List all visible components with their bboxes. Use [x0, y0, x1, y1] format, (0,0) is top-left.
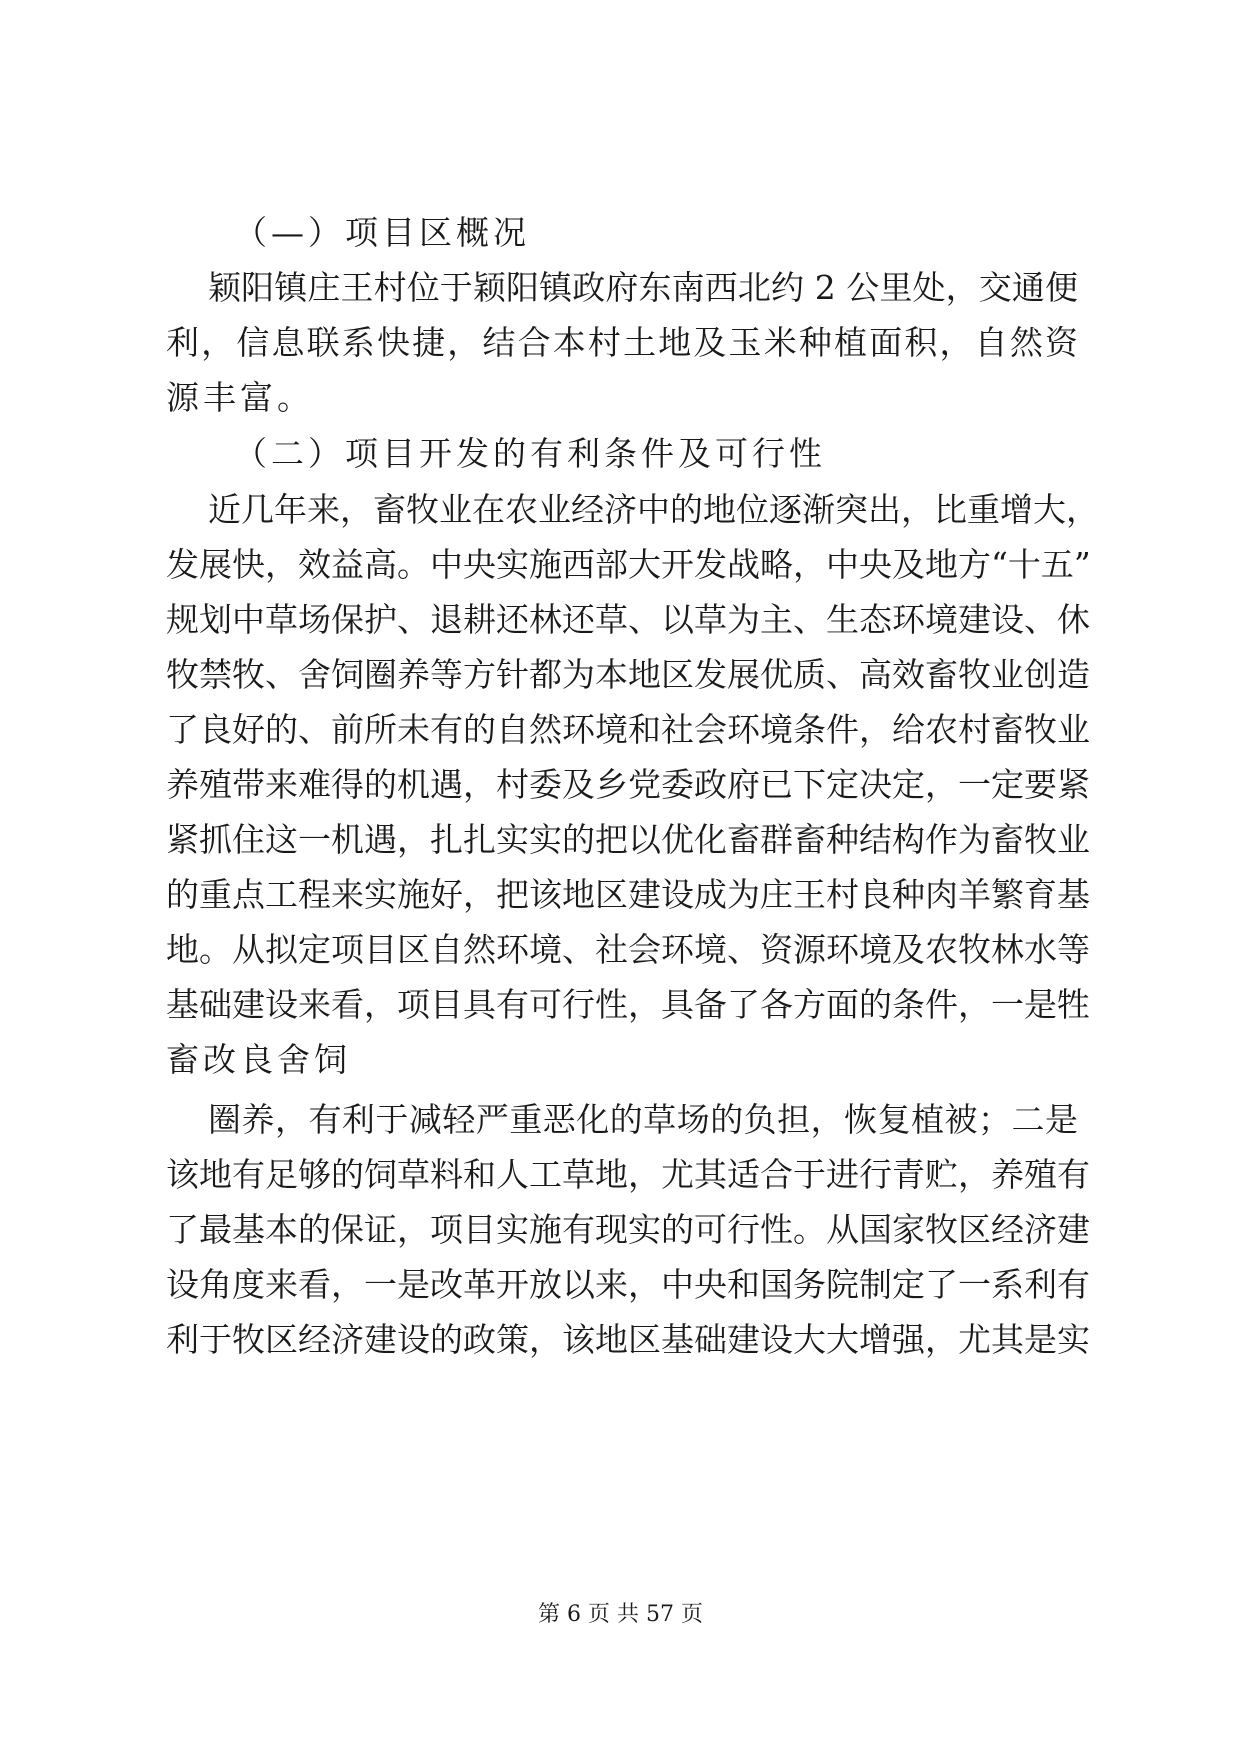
- paragraph-line: 了最基本的保证，项目实施有现实的可行性。从国家牧区经济建: [166, 1210, 1090, 1249]
- paragraph-line: 发展快，效益高。中央实施西部大开发战略，中央及地方“十五”: [166, 545, 1091, 584]
- paragraph-line: 畜改良舍饲: [166, 1040, 351, 1079]
- paragraph-line: 利，信息联系快捷，结合本村土地及玉米种植面积，自然资: [166, 323, 1078, 362]
- paragraph-line: 颖阳镇庄王村位于颖阳镇政府东南西北约 2 公里处，交通便: [208, 268, 1078, 307]
- paragraph-line: 紧抓住这一机遇，扎扎实实的把以优化畜群畜种结构作为畜牧业: [166, 820, 1090, 859]
- paragraph-line: 近几年来，畜牧业在农业经济中的地位逐渐突出，比重增大，: [208, 490, 1099, 529]
- paragraph-line: 该地有足够的饲草料和人工草地，尤其适合于进行青贮，养殖有: [166, 1155, 1090, 1194]
- paragraph-line: 牧禁牧、舍饲圈养等方针都为本地区发展优质、高效畜牧业创造: [166, 655, 1090, 694]
- paragraph-line: 利于牧区经济建设的政策，该地区基础建设大大增强，尤其是实: [166, 1320, 1090, 1359]
- paragraph-line: 规划中草场保护、退耕还林还草、以草为主、生态环境建设、休: [166, 600, 1090, 639]
- paragraph-line: 设角度来看，一是改革开放以来，中央和国务院制定了一系利有: [166, 1265, 1090, 1304]
- paragraph-line: 基础建设来看，项目具有可行性，具备了各方面的条件，一是牲: [166, 985, 1090, 1024]
- paragraph-line: 的重点工程来实施好，把该地区建设成为庄王村良种肉羊繁育基: [166, 875, 1090, 914]
- paragraph-line: 养殖带来难得的机遇，村委及乡党委政府已下定决定，一定要紧: [166, 765, 1090, 804]
- paragraph-line: 了良好的、前所未有的自然环境和社会环境条件，给农村畜牧业: [166, 710, 1090, 749]
- page-number-footer: 第 6 页 共 57 页: [538, 1602, 703, 1627]
- section-heading-1: （—）项目区概况: [234, 213, 530, 252]
- section-heading-2: （二）项目开发的有利条件及可行性: [234, 434, 826, 473]
- paragraph-line: 地。从拟定项目区自然环境、社会环境、资源环境及农牧林水等: [166, 930, 1090, 969]
- paragraph-line: 源丰富。: [166, 378, 314, 417]
- paragraph-line: 圈养，有利于减轻严重恶化的草场的负担，恢复植被；二是: [208, 1100, 1078, 1139]
